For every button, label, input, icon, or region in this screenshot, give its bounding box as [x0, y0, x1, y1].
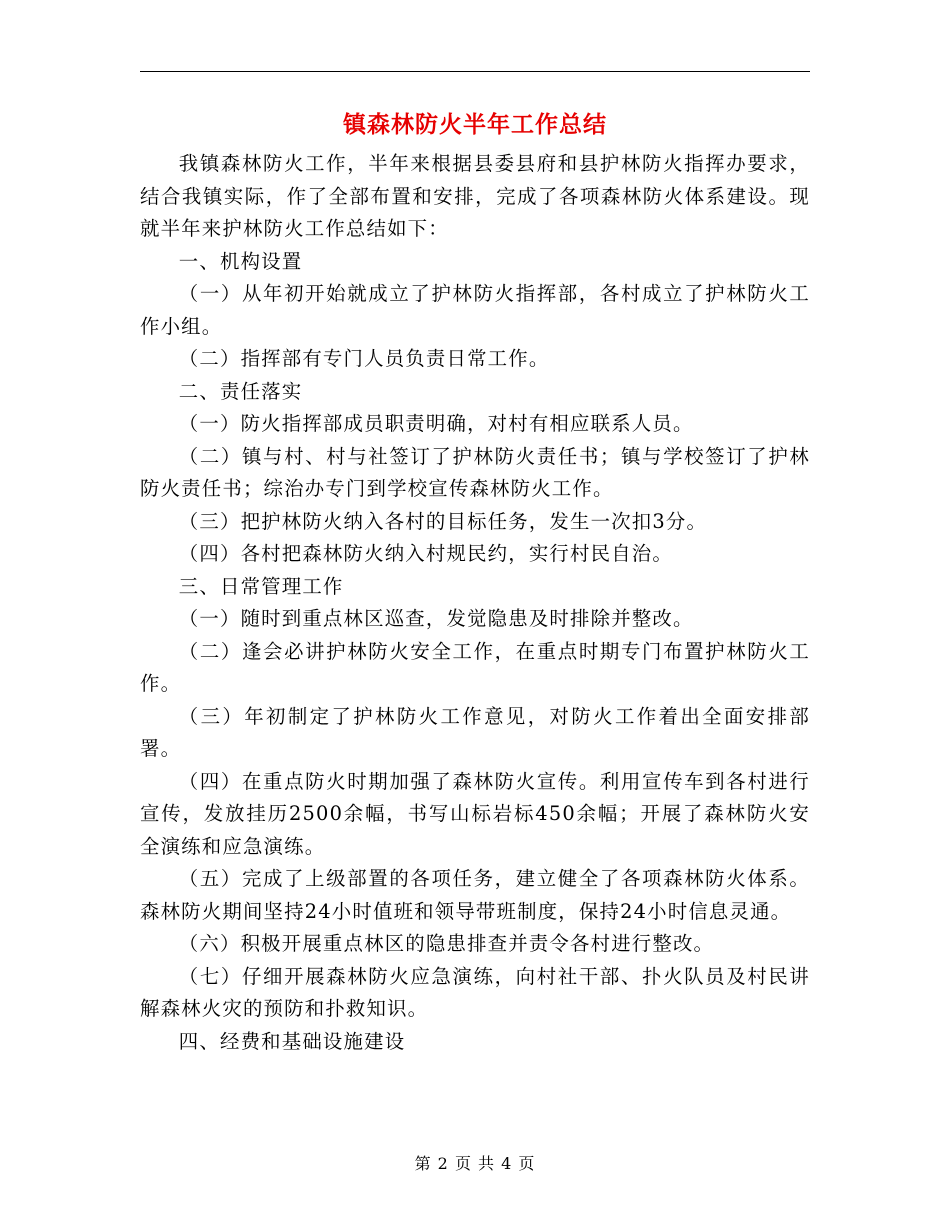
paragraph: （六）积极开展重点林区的隐患排查并责令各村进行整改。	[178, 932, 715, 955]
paragraph-intro: 我镇森林防火工作，半年来根据县委县府和县护林防火指挥办要求，结合我镇实际，作了全部布置和安排，完成了各项森林防火体系建设。现就半年来护林防火工作总结如下：	[140, 152, 810, 240]
section-heading: 三、日常管理工作	[178, 574, 344, 598]
paragraph: （五）完成了上级部置的各项任务，建立健全了各项森林防火体系。森林防火期间坚持24小时值班和领导带班制度，保持24小时信息灵通。	[140, 867, 810, 923]
paragraph: （三）把护林防火纳入各村的目标任务，发生一次扣3分。	[178, 509, 708, 533]
paragraph: （二）指挥部有专门人员负责日常工作。	[178, 347, 550, 370]
section-heading: 一、机构设置	[178, 249, 303, 273]
paragraph: （四）在重点防火时期加强了森林防火宣传。利用宣传车到各村进行宣传，发放挂历2500余幅，书写山标岩标450余幅；开展了森林防火安全演练和应急演练。	[140, 769, 810, 858]
paragraph: （二）逢会必讲护林防火安全工作，在重点时期专门布置护林防火工作。	[140, 639, 810, 695]
section-heading: 二、责任落实	[178, 379, 303, 403]
paragraph: （四）各村把森林防火纳入村规民约，实行村民自治。	[178, 542, 673, 565]
paragraph: （一）随时到重点林区巡查，发觉隐患及时排除并整改。	[178, 607, 694, 630]
header-rule	[140, 71, 810, 72]
page-number: 第 2 页 共 4 页	[414, 1154, 536, 1173]
paragraph: （七）仔细开展森林防火应急演练，向村社干部、扑火队员及村民讲解森林火灾的预防和扑救知识。	[140, 964, 810, 1020]
paragraph: （一）从年初开始就成立了护林防火指挥部，各村成立了护林防火工作小组。	[140, 282, 810, 338]
paragraph: （二）镇与村、村与社签订了护林防火责任书；镇与学校签订了护林防火责任书；综治办专门到学校宣传森林防火工作。	[140, 444, 810, 500]
document-title: 镇森林防火半年工作总结	[343, 111, 607, 138]
paragraph: （一）防火指挥部成员职责明确，对村有相应联系人员。	[178, 412, 694, 435]
document-body	[140, 148, 810, 1058]
section-heading: 四、经费和基础设施建设	[178, 1029, 406, 1053]
paragraph: （三）年初制定了护林防火工作意见，对防火工作着出全面安排部署。	[140, 704, 810, 760]
